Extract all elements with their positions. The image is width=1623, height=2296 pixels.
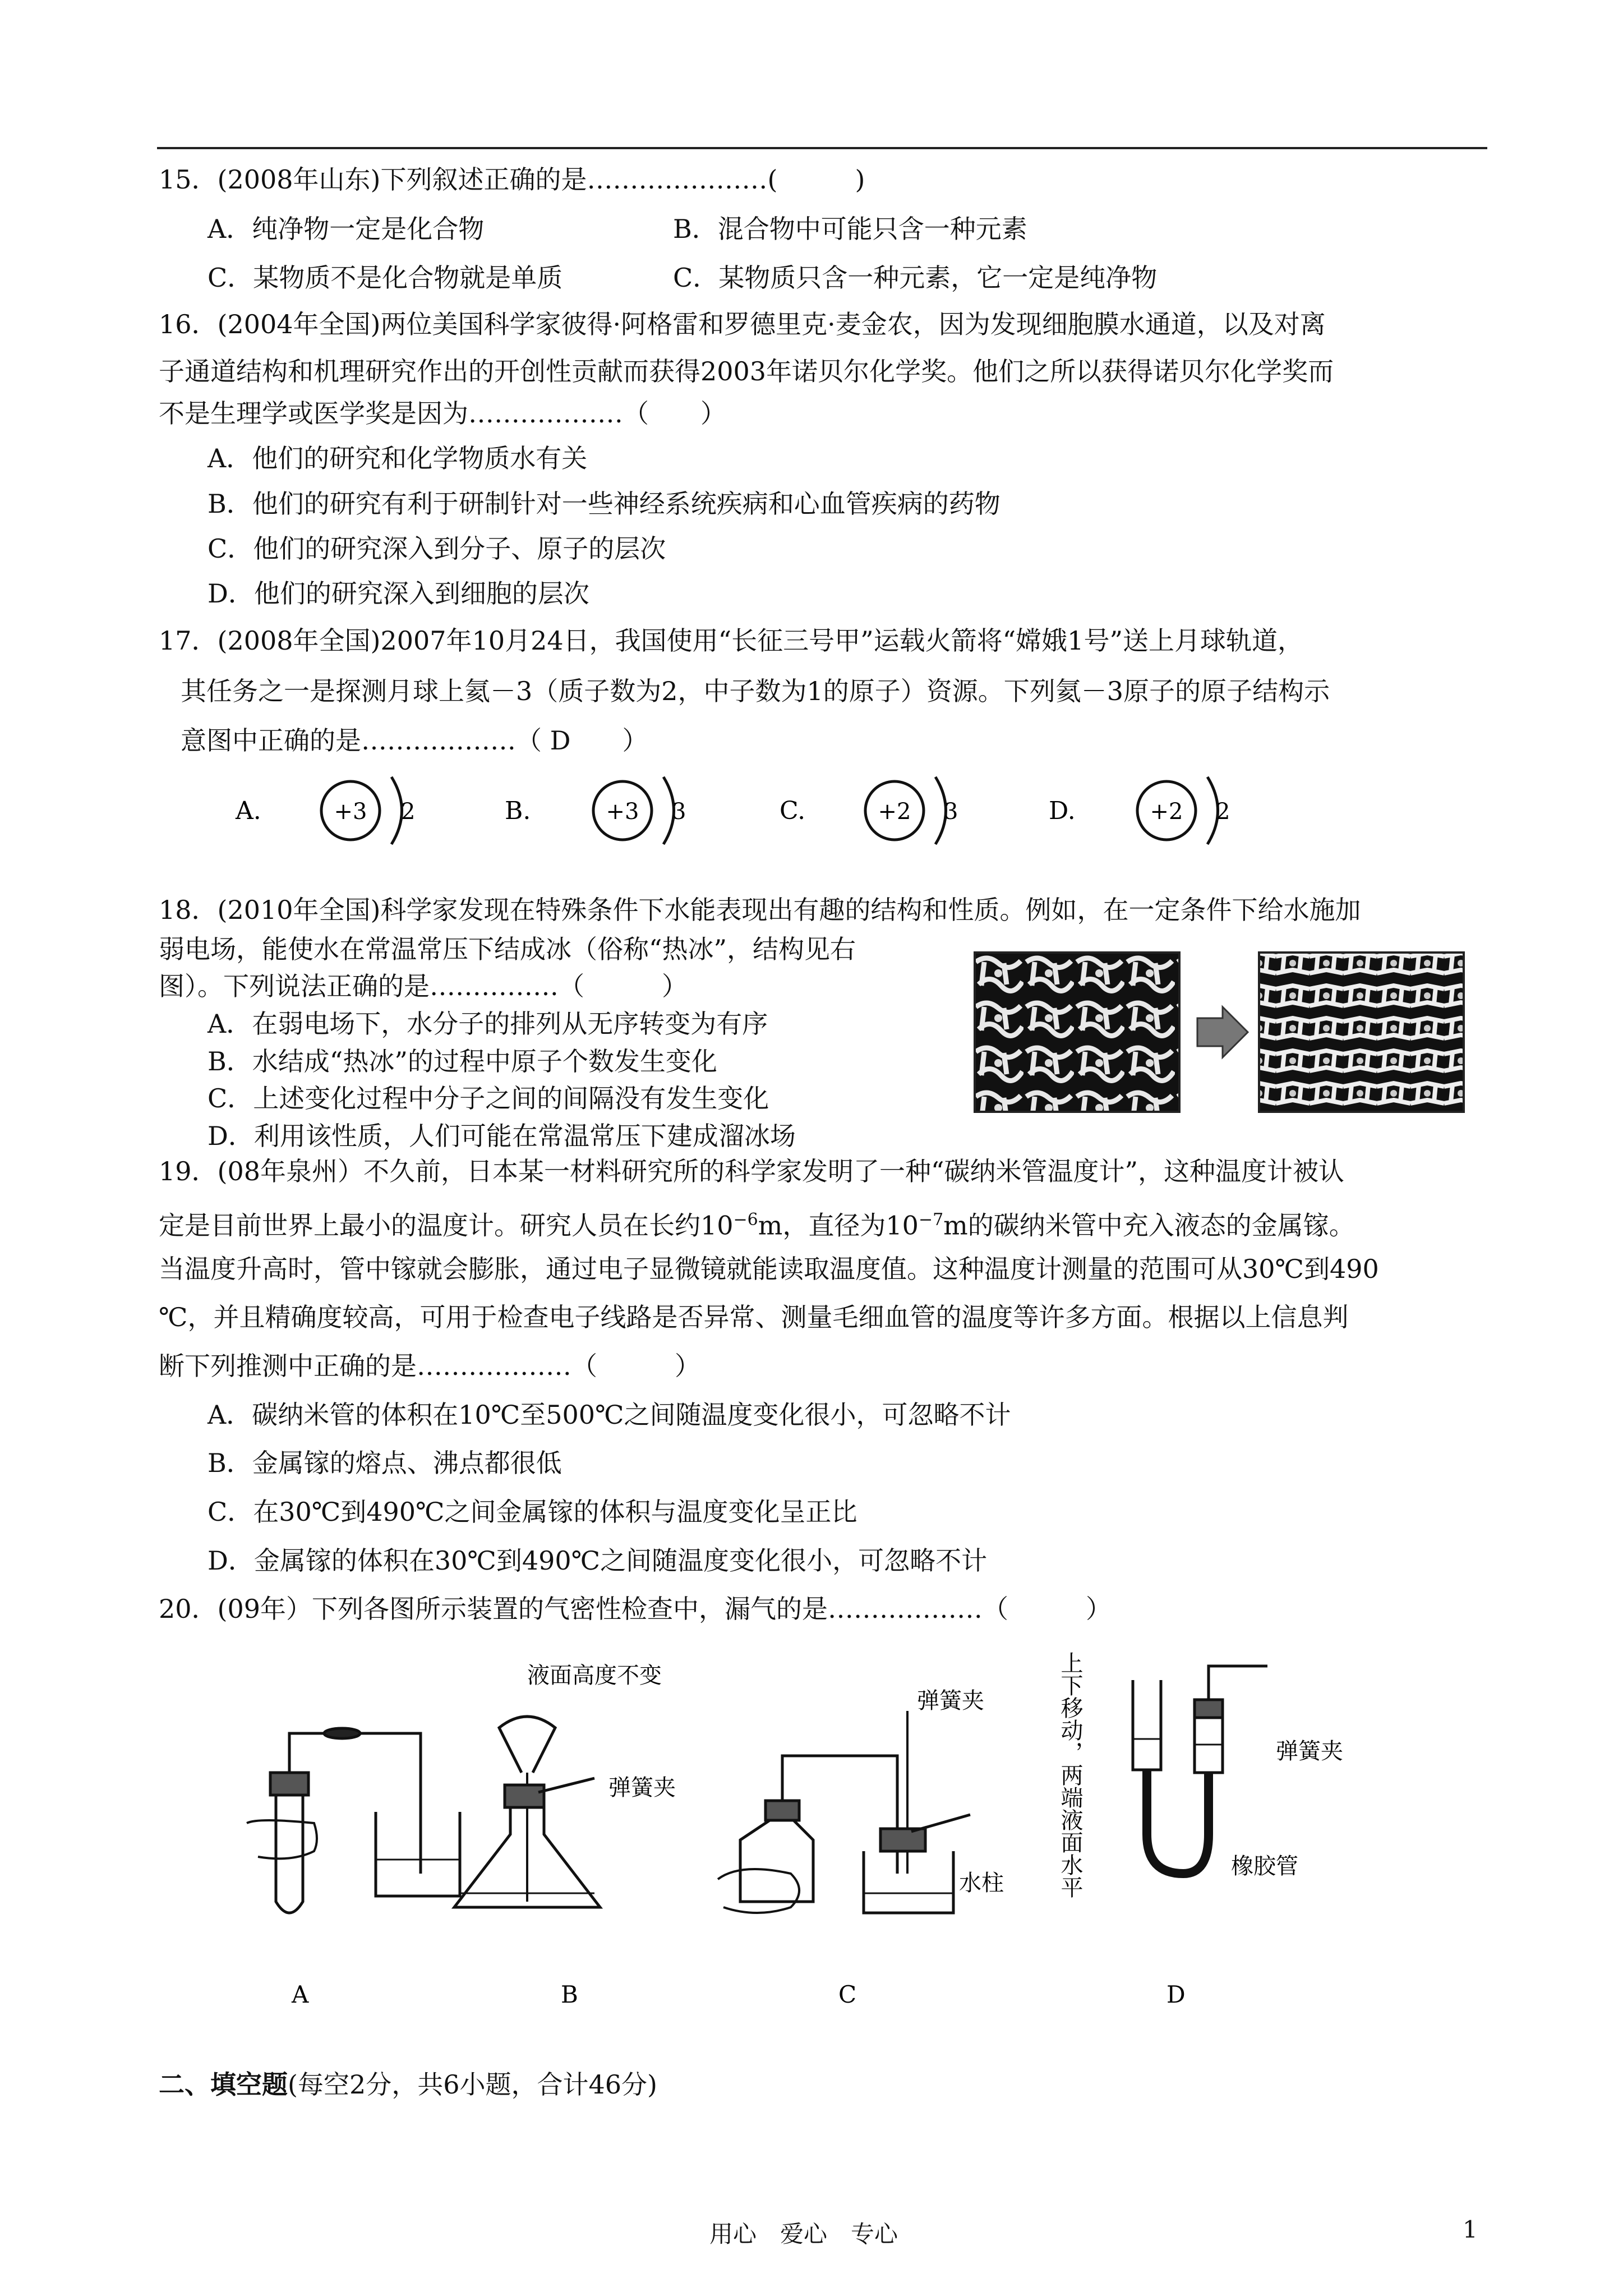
q17-option-c-electrons: 3 [944,799,958,825]
q17-option-c-label: C. [780,797,806,825]
q19-line-4: ℃，并且精确度较高，可用于检查电子线路是否异常、测量毛细血管的温度等许多方面。根据以上信息判 [159,1302,1349,1332]
apparatus-b [454,1717,600,1907]
q17-option-c-nucleus: +2 [878,799,911,825]
q17-atom-diagrams [213,763,1279,853]
q19-line-5: 断下列推测中正确的是………………（ ） [159,1351,700,1381]
label-spring-clamp-b: 弹簧夹 [608,1775,676,1801]
arrow-right-icon [1197,1007,1248,1057]
q17-option-a-diagram [235,777,415,844]
q19-option-d: D．金属镓的体积在30℃到490℃之间随温度变化很小，可忽略不计 [208,1545,988,1576]
q18-option-d: D．利用该性质，人们可能在常温常压下建成溜冰场 [208,1121,796,1151]
q15-option-a: A．纯净物一定是化合物 [208,214,485,244]
q16-line-3: 不是生理学或医学奖是因为………………（ ） [159,398,726,429]
q18-option-b: B．水结成“热冰”的过程中原子个数发生变化 [208,1046,717,1076]
apparatus-c [718,1711,970,1913]
q19-line-2: 定是目前世界上最小的温度计。研究人员在长约$10^{-6}m$，直径为$10^{-7}m$的碳纳米管中充入液态的金属镓。 [159,1210,1355,1241]
q17-option-a-label: A. [236,797,261,825]
apparatus-d [1133,1666,1267,1874]
electron-shell-arc [391,777,402,844]
q17-option-b-diagram [505,777,686,844]
q17-option-b-electrons: 3 [672,799,686,825]
q18-option-c: C．上述变化过程中分子之间的间隔没有发生变化 [208,1083,769,1114]
q19-option-b: B．金属镓的熔点、沸点都很低 [208,1448,562,1478]
label-water-column: 水柱 [959,1870,1004,1896]
footer-slogan: 用心 爱心 专心 [709,2220,898,2248]
label-rubber-tube: 橡胶管 [1231,1853,1298,1879]
q17-option-b-label: B. [505,797,531,825]
q17-line-1: 17．(2008年全国)2007年10月24日，我国使用“长征三号甲”运载火箭将“嫦娥1号”送上月球轨道， [159,625,1303,656]
q17-option-a-nucleus: +3 [334,799,367,825]
q17-option-d-label: D. [1049,797,1076,825]
q19-line-3: 当温度升高时，管中镓就会膨胀，通过电子显微镜就能读取温度值。这种温度计测量的范围可从30℃到490 [159,1254,1379,1284]
page-number: 1 [1463,2216,1478,2243]
q15-option-b: B．混合物中可能只含一种元素 [673,214,1027,244]
hot-ice-micrographs [973,951,1467,1114]
q15-option-d: C．某物质只含一种元素，它一定是纯净物 [673,263,1158,293]
q16-option-a: A．他们的研究和化学物质水有关 [208,443,588,473]
caption-d: D [1166,1981,1186,2008]
q16-line-2: 子通道结构和机理研究作出的开创性贡献而获得2003年诺贝尔化学奖。他们之所以获得诺贝尔化学奖而 [159,356,1334,386]
q17-option-c-diagram [780,777,958,844]
label-spring-clamp-d: 弹簧夹 [1276,1738,1343,1764]
q16-option-b: B．他们的研究有利于研制针对一些神经系统疾病和心血管疾病的药物 [208,489,1000,519]
q17-option-d-diagram [1049,777,1230,844]
caption-b: B [561,1981,578,2008]
label-liquid-level-unchanged: 液面高度不变 [527,1663,662,1688]
label-spring-clamp-c: 弹簧夹 [917,1688,984,1714]
q18-line-3: 图）。下列说法正确的是……………（ ） [159,971,688,1001]
q15-stem: 15．(2008年山东)下列叙述正确的是…………………( ) [159,164,865,195]
header-rule [157,147,1487,149]
q20-apparatus-figure [236,1638,1525,2031]
q17-option-a-electrons: 2 [401,799,416,825]
q18-line-2: 弱电场，能使水在常温常压下结成冰（俗称“热冰”，结构见右 [159,934,856,964]
q17-line-2: 其任务之一是探测月球上氦－3（质子数为2，中子数为1的原子）资源。下列氦－3原子的原子结构示 [181,676,1330,706]
caption-a: A [292,1981,309,2008]
q17-option-b-nucleus: +3 [606,799,639,825]
q17-line-3: 意图中正确的是………………（ D ） [181,725,648,756]
q18-line-1: 18．(2010年全国)科学家发现在特殊条件下水能表现出有趣的结构和性质。例如，在一定条件下给水施加 [159,895,1361,925]
hot-ice-ordered-image [1259,953,1464,1112]
q16-option-c: C．他们的研究深入到分子、原子的层次 [208,533,666,564]
caption-c: C [838,1981,857,2008]
q16-option-d: D．他们的研究深入到细胞的层次 [208,578,589,609]
apparatus-a [247,1728,460,1913]
q19-line-1: 19．(08年泉州）不久前，日本某一材料研究所的科学家发明了一种“碳纳米管温度计”，这种温度计被认 [159,1156,1345,1186]
q15-option-c: C．某物质不是化合物就是单质 [208,263,563,293]
q16-line-1: 16．(2004年全国)两位美国科学家彼得·阿格雷和罗德里克·麦金农，因为发现细胞膜水通道，以及对离 [159,309,1326,339]
label-move-up-down: 上下移动，两端液面水平 [1057,1651,1083,1898]
q20-stem: 20．(09年）下列各图所示装置的气密性检查中，漏气的是………………（ ） [159,1594,1112,1624]
q17-option-d-nucleus: +2 [1150,799,1183,825]
section-heading: 二、填空题(每空2分，共6小题，合计46分) [159,2069,657,2100]
disordered-water-image [975,953,1179,1112]
q19-option-c: C．在30℃到490℃之间金属镓的体积与温度变化呈正比 [208,1497,857,1527]
q18-option-a: A．在弱电场下，水分子的排列从无序转变为有序 [208,1009,768,1039]
q19-option-a: A．碳纳米管的体积在10℃至500℃之间随温度变化很小，可忽略不计 [208,1400,1011,1430]
q17-option-d-electrons: 2 [1216,799,1230,825]
